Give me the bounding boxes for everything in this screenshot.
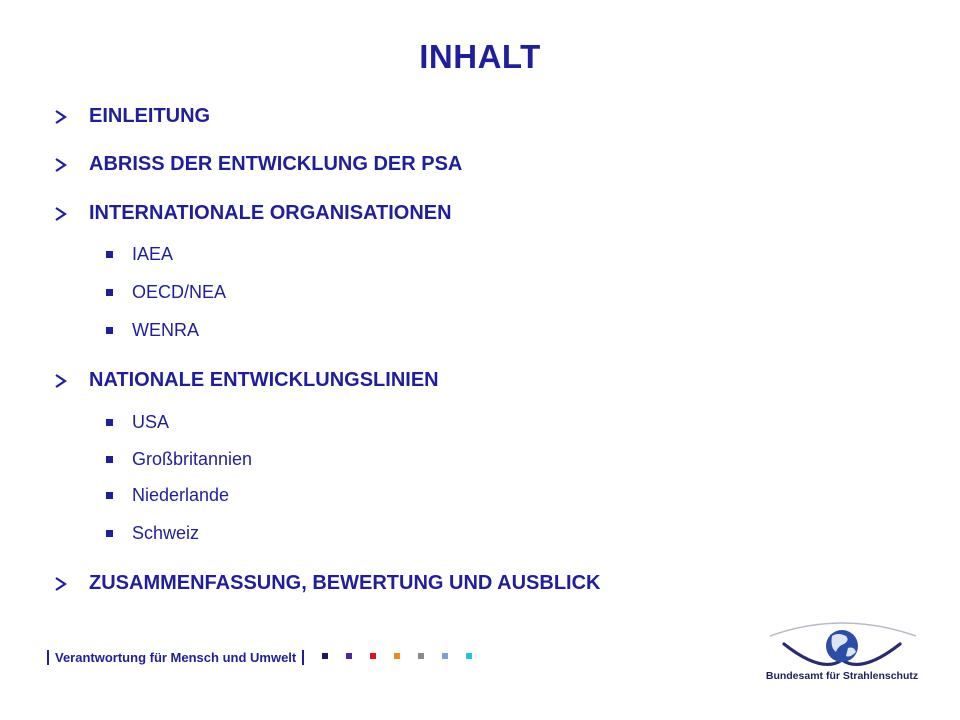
sub-item-label: IAEA (132, 244, 174, 264)
color-dot (370, 653, 376, 659)
agenda-item-label: EINLEITUNG (89, 105, 211, 127)
color-dot (418, 653, 424, 659)
sub-item-grossbritannien (106, 449, 252, 470)
sub-item-iaea (106, 244, 173, 265)
agenda-item-nationale (53, 369, 439, 392)
slide-title: INHALT (419, 38, 541, 75)
sub-item-schweiz (106, 523, 199, 544)
color-dot (322, 653, 328, 659)
square-bullet-icon (106, 456, 113, 463)
arrow-bullet-icon (53, 206, 89, 222)
agenda-item-label: ZUSAMMENFASSUNG, BEWERTUNG UND AUSBLICK (89, 572, 601, 594)
divider-bar (47, 650, 49, 665)
sub-item-label: Großbritannien (132, 449, 253, 469)
square-bullet-icon (106, 251, 113, 258)
sub-item-label: Schweiz (132, 523, 200, 543)
agenda-item-zusammenfassung (53, 572, 600, 595)
color-dot (466, 653, 472, 659)
color-dot (394, 653, 400, 659)
sub-item-label: Niederlande (132, 485, 230, 505)
sub-item-wenra (106, 320, 199, 341)
sub-item-oecd-nea (106, 282, 226, 303)
arrow-bullet-icon (53, 576, 89, 592)
color-dot (346, 653, 352, 659)
square-bullet-icon (106, 327, 113, 334)
arrow-bullet-icon (53, 373, 89, 389)
square-bullet-icon (106, 492, 113, 499)
square-bullet-icon (106, 419, 113, 426)
agenda-item-internationale (53, 202, 452, 225)
tagline-text: Verantwortung für Mensch und Umwelt (55, 650, 297, 665)
square-bullet-icon (106, 530, 113, 537)
color-dots (322, 653, 490, 659)
logo-text: Bundesamt für Strahlenschutz (765, 670, 919, 682)
divider-bar (302, 650, 304, 665)
arrow-bullet-icon (53, 157, 89, 173)
color-dot (442, 653, 448, 659)
sub-item-label: OECD/NEA (132, 282, 227, 302)
sub-item-label: WENRA (132, 320, 199, 340)
footer-tagline (47, 650, 304, 665)
agenda-item-einleitung (53, 105, 210, 128)
sub-item-usa (106, 412, 169, 433)
sub-item-label: USA (132, 412, 170, 432)
agenda-item-abriss (53, 153, 462, 176)
square-bullet-icon (106, 289, 113, 296)
agenda-item-label: ABRISS DER ENTWICKLUNG DER PSA (89, 153, 463, 175)
agenda-item-label: NATIONALE ENTWICKLUNGSLINIEN (89, 369, 439, 391)
arrow-bullet-icon (53, 109, 89, 125)
sub-item-niederlande (106, 485, 229, 506)
agenda-item-label: INTERNATIONALE ORGANISATIONEN (89, 202, 452, 224)
